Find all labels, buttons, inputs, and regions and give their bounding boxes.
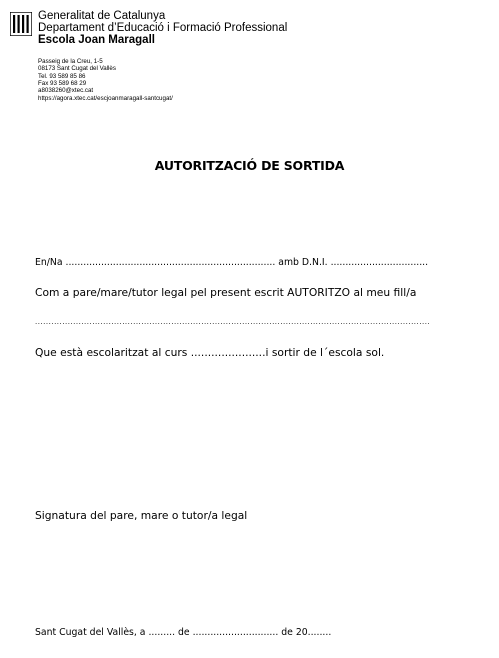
- org-name: Generalitat de Catalunya: [38, 10, 166, 22]
- address-street: Passeig de la Creu, 1-5: [38, 58, 103, 65]
- address-email: a8038260@xtec.cat: [38, 87, 94, 95]
- document-title: AUTORITZACIÓ DE SORTIDA: [154, 158, 345, 173]
- generalitat-logo-icon: [10, 12, 32, 36]
- authorization-statement: Com a pare/mare/tutor legal pel present escrit AUTORITZO al meu fill/a: [35, 286, 417, 299]
- school-address: [38, 58, 173, 102]
- place-date-line: Sant Cugat del Vallès, a ......... de ............................. de 20........: [35, 627, 332, 638]
- signature-label: Signatura del pare, mare o tutor/a legal: [35, 509, 248, 522]
- course-line: Que està escolaritzat al curs ......................i sortir de l´escola sol.: [35, 346, 385, 359]
- letterhead: [38, 10, 287, 46]
- department-name: Departament d’Educació i Formació Professional: [38, 22, 288, 35]
- address-city: 08173 Sant Cugat del Vallès: [38, 65, 116, 73]
- child-name-blank: .................................................................................................................................................: [35, 318, 431, 326]
- address-phone: Tel. 93 589 85 86: [38, 72, 86, 80]
- address-website: https://agora.xtec.cat/escjoanmaragall-santcugat/: [38, 94, 173, 102]
- school-name: Escola Joan Maragall: [38, 34, 155, 47]
- address-fax: Fax 93 589 68 29: [38, 79, 87, 87]
- name-dni-line: En/Na ....................................................................... amb D.N.I. .................................: [35, 257, 429, 268]
